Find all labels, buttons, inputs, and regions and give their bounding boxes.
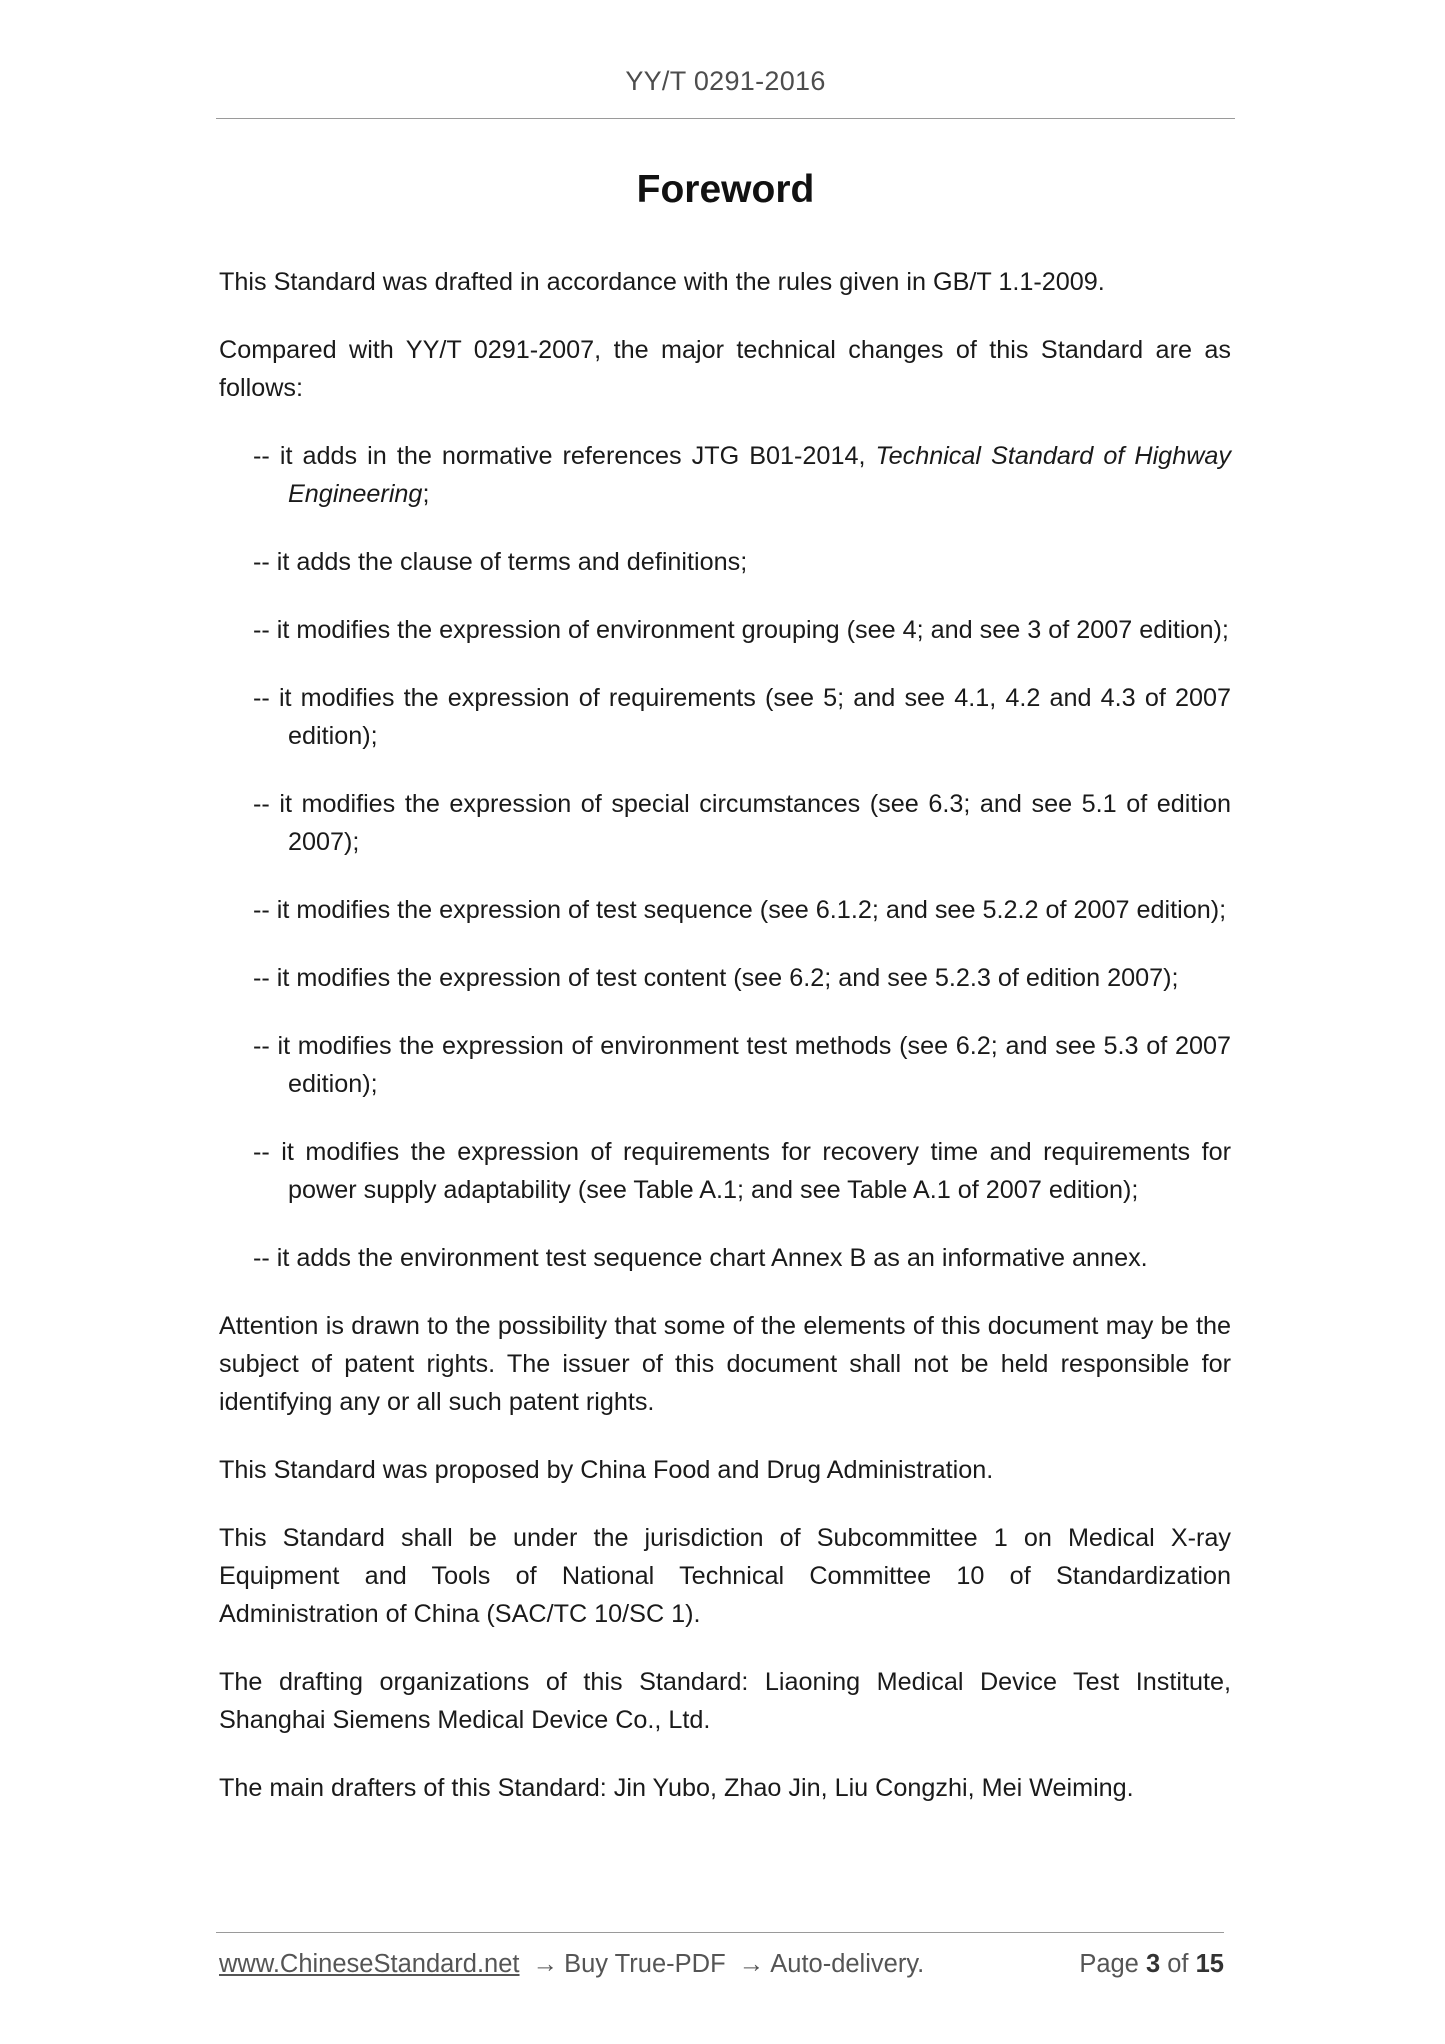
list-item-italic-title: Technical Standard of Highway Engineering — [288, 442, 1231, 508]
paragraph-drafting-organizations: The drafting organizations of this Standard: Liaoning Medical Device Test Institute, Shanghai Siemens Medical Device Co., Ltd. — [219, 1668, 1231, 1734]
list-item-text: it adds the clause of terms and definitions; — [276, 548, 748, 576]
arrow-right-icon: → — [532, 1950, 559, 1978]
list-item — [219, 1133, 1231, 1209]
bullet-marker: -- — [253, 442, 270, 470]
bullet-marker: -- — [253, 1032, 270, 1060]
page-label: Page — [1079, 1950, 1139, 1978]
list-item — [219, 891, 1231, 929]
bullet-marker: -- — [253, 790, 270, 818]
paragraph-jurisdiction: This Standard shall be under the jurisdiction of Subcommittee 1 on Medical X-ray Equipment and Tools of National Technical Committee 10 of Standardization Administration of China (SAC/TC 10/SC 1). — [219, 1524, 1231, 1628]
list-item-text: it adds the environment test sequence chart Annex B as an informative annex. — [276, 1244, 1148, 1272]
list-item — [219, 959, 1231, 997]
current-page: 3 — [1145, 1950, 1161, 1978]
paragraph-main-drafters: The main drafters of this Standard: Jin Yubo, Zhao Jin, Liu Congzhi, Mei Weiming. — [219, 1774, 1134, 1802]
auto-delivery-text: Auto-delivery. — [770, 1950, 925, 1978]
page-footer — [219, 1950, 1224, 1979]
bullet-marker: -- — [253, 684, 270, 712]
header-divider — [216, 118, 1235, 119]
list-item-text: it adds in the normative references JTG B01-2014, — [279, 442, 876, 470]
buy-true-pdf-text: Buy True-PDF — [564, 1950, 726, 1978]
list-item-text: it modifies the expression of test content (see 6.2; and see 5.2.3 of edition 2007); — [276, 964, 1179, 992]
footer-promo — [219, 1950, 924, 1979]
of-label: of — [1167, 1950, 1189, 1978]
list-item — [219, 1027, 1231, 1103]
list-item — [219, 785, 1231, 861]
bullet-marker: -- — [253, 616, 270, 644]
list-item-text: it modifies the expression of environment test methods (see 6.2; and see 5.3 of 2007 edition); — [277, 1032, 1231, 1098]
footer-divider — [216, 1932, 1224, 1933]
list-item — [219, 1239, 1231, 1277]
bullet-marker: -- — [253, 548, 270, 576]
list-item-text: it modifies the expression of requirements for recovery time and requirements for power supply adaptability (see Table A.1; and see Table A.1 of 2007 edition); — [281, 1138, 1231, 1204]
bullet-marker: -- — [253, 896, 270, 924]
list-item — [219, 437, 1231, 513]
list-item — [219, 611, 1231, 649]
list-item-text: it modifies the expression of environment grouping (see 4; and see 3 of 2007 edition); — [276, 616, 1229, 644]
bullet-marker: -- — [253, 1138, 270, 1166]
list-item-text: it modifies the expression of test sequence (see 6.1.2; and see 5.2.2 of 2007 edition); — [276, 896, 1227, 924]
paragraph-proposed-by: This Standard was proposed by China Food and Drug Administration. — [219, 1456, 994, 1484]
list-item-text: it modifies the expression of special circumstances (see 6.3; and see 5.1 of edition 2007); — [279, 790, 1232, 856]
paragraph-drafting-rules: This Standard was drafted in accordance with the rules given in GB/T 1.1-2009. — [219, 268, 1105, 296]
website-link[interactable]: www.ChineseStandard.net — [219, 1950, 520, 1978]
bullet-marker: -- — [253, 1244, 270, 1272]
list-item — [219, 679, 1231, 755]
list-item — [219, 543, 1231, 581]
paragraph-patent-notice: Attention is drawn to the possibility that some of the elements of this document may be the subject of patent rights. The issuer of this document shall not be held responsible for identifying any or all such patent rights. — [219, 1312, 1231, 1416]
paragraph-changes-intro: Compared with YY/T 0291-2007, the major technical changes of this Standard are as follows: — [219, 336, 1231, 402]
total-pages: 15 — [1195, 1950, 1224, 1978]
page-number — [1079, 1950, 1224, 1979]
list-item-text: it modifies the expression of requirements (see 5; and see 4.1, 4.2 and 4.3 of 2007 edition); — [278, 684, 1232, 750]
changes-list — [219, 437, 1231, 1277]
bullet-marker: -- — [253, 964, 270, 992]
document-body — [219, 263, 1231, 1837]
arrow-right-icon: → — [738, 1950, 765, 1978]
list-item-suffix: ; — [422, 480, 430, 508]
page-title: Foreword — [636, 168, 815, 211]
running-header: YY/T 0291-2016 — [625, 66, 826, 96]
